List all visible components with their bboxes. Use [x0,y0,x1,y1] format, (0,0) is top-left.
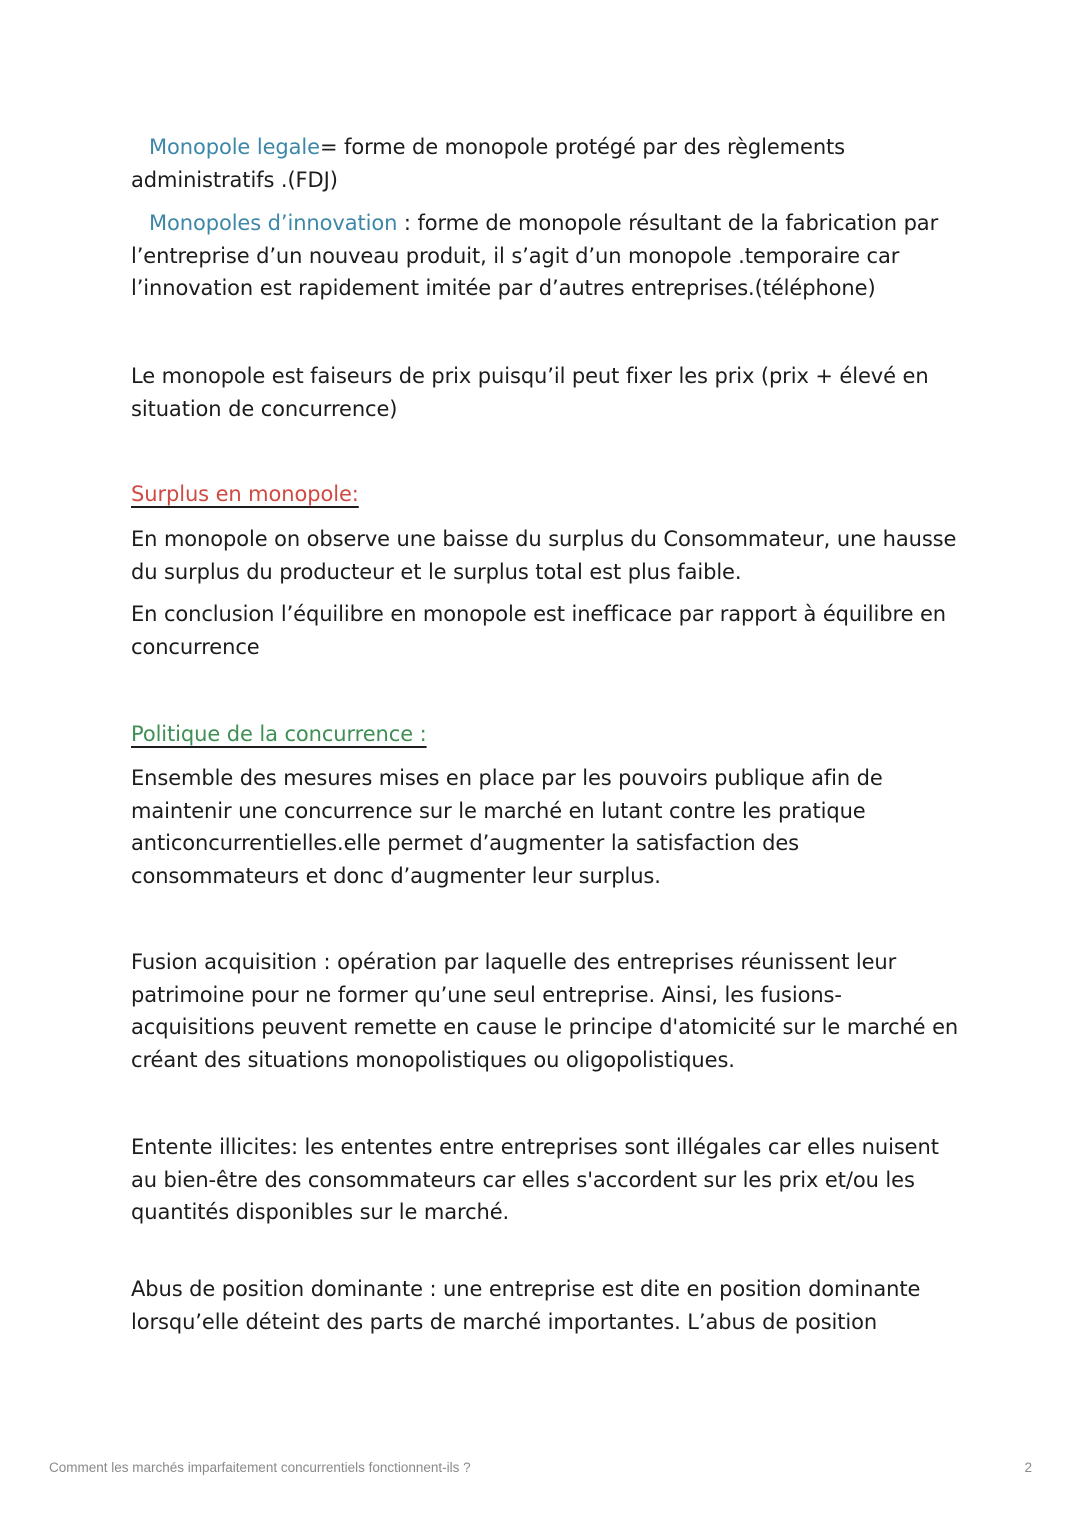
page-number: 2 [1024,1460,1032,1475]
definition-monopoles-innovation [131,207,961,305]
paragraph-politique: Ensemble des mesures mises en place par les pouvoirs publique afin de maintenir une concurrence sur le marché en lutant contre les pratique anticoncurrentielles.elle permet d’augmenter la satisfaction des consommateurs et donc d’augmenter leur surplus. [131,766,883,888]
paragraph-surplus-2: En conclusion l’équilibre en monopole est inefficace par rapport à équilibre en concurrence [131,602,947,659]
paragraph-monopole-prix: Le monopole est faiseurs de prix puisqu’il peut fixer les prix (prix + élevé en situation de concurrence) [131,364,929,421]
section-heading-surplus [131,478,961,511]
paragraph-surplus-1: En monopole on observe une baisse du surplus du Consommateur, une hausse du surplus du producteur et le surplus total est plus faible. [131,527,957,584]
paragraph-abus-position: Abus de position dominante : une entreprise est dite en position dominante lorsqu’elle déteint des parts de marché importantes. L’abus de position [131,1277,921,1334]
heading-text: Surplus en monopole: [131,482,359,506]
heading-text: Politique de la concurrence : [131,722,427,746]
definition-monopole-legale [131,131,961,196]
paragraph-entente-illicite: Entente illicites: les ententes entre entreprises sont illégales car elles nuisent au bien-être des consommateurs car elles s'accordent sur les prix et/ou les quantités disponibles sur le marché. [131,1135,939,1225]
definition-text: = forme de monopole protégé par des règlements administratifs .(FDJ) [131,135,846,192]
footer-title: Comment les marchés imparfaitement concurrentiels fonctionnent-ils ? [49,1460,471,1475]
section-heading-politique [131,718,961,751]
paragraph-fusion-acquisition: Fusion acquisition : opération par laquelle des entreprises réunissent leur patrimoine pour ne former qu’une seul entreprise. Ainsi, les fusions-acquisitions peuvent remette en cause le principe d'atomicité sur le marché en créant des situations monopolistiques ou oligopolistiques. [131,950,959,1072]
term-monopoles-innovation: Monopoles d’innovation [149,211,398,235]
term-monopole-legale: Monopole legale [149,135,320,159]
definition-text: : forme de monopole résultant de la fabrication par l’entreprise d’un nouveau produit, il s’agit d’un monopole .temporaire car l’innovation est rapidement imitée par d’autres entreprises.(téléphone) [131,211,939,301]
